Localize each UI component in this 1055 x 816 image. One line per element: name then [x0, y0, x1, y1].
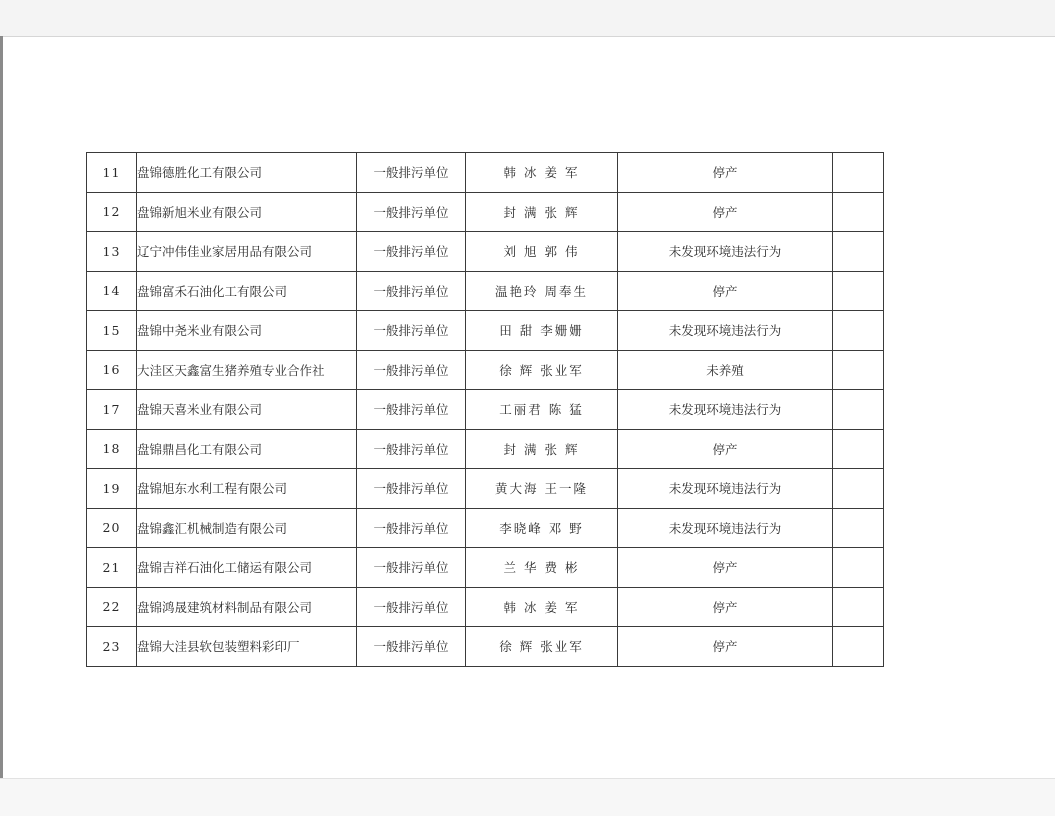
table-row: [87, 390, 884, 430]
row-number: 18: [87, 429, 137, 469]
row-number: 21: [87, 548, 137, 588]
remarks-cell: [833, 627, 884, 667]
remarks-cell: [833, 390, 884, 430]
row-number: 11: [87, 153, 137, 193]
scan-bottom-margin: [0, 778, 1055, 816]
row-number: 14: [87, 271, 137, 311]
inspectors: 田 甜 李姗姗: [466, 311, 618, 351]
remarks-cell: [833, 232, 884, 272]
company-name: 盘锦鑫汇机械制造有限公司: [137, 508, 357, 548]
inspectors: 韩 冰 姜 军: [466, 587, 618, 627]
inspection-result: 停产: [618, 627, 833, 667]
inspectors: 封 满 张 辉: [466, 429, 618, 469]
remarks-cell: [833, 192, 884, 232]
table-row: [87, 587, 884, 627]
table-row: [87, 429, 884, 469]
inspectors: 徐 辉 张业军: [466, 350, 618, 390]
company-name: 盘锦天喜米业有限公司: [137, 390, 357, 430]
unit-type: 一般排污单位: [357, 429, 466, 469]
inspectors: 刘 旭 郭 伟: [466, 232, 618, 272]
unit-type: 一般排污单位: [357, 271, 466, 311]
row-number: 22: [87, 587, 137, 627]
unit-type: 一般排污单位: [357, 232, 466, 272]
row-number: 17: [87, 390, 137, 430]
table-row: [87, 153, 884, 193]
scan-left-edge: [0, 36, 3, 815]
unit-type: 一般排污单位: [357, 469, 466, 509]
table-row: [87, 508, 884, 548]
unit-type: 一般排污单位: [357, 153, 466, 193]
unit-type: 一般排污单位: [357, 390, 466, 430]
remarks-cell: [833, 469, 884, 509]
table-row: [87, 469, 884, 509]
table-row: [87, 548, 884, 588]
row-number: 12: [87, 192, 137, 232]
unit-type: 一般排污单位: [357, 627, 466, 667]
inspectors: 黄大海 王一隆: [466, 469, 618, 509]
inspectors: 温艳玲 周奉生: [466, 271, 618, 311]
remarks-cell: [833, 311, 884, 351]
remarks-cell: [833, 429, 884, 469]
row-number: 16: [87, 350, 137, 390]
unit-type: 一般排污单位: [357, 587, 466, 627]
table-row: [87, 350, 884, 390]
row-number: 15: [87, 311, 137, 351]
inspection-result: 未养殖: [618, 350, 833, 390]
inspection-result: 未发现环境违法行为: [618, 469, 833, 509]
table-row: [87, 271, 884, 311]
inspection-result: 未发现环境违法行为: [618, 311, 833, 351]
company-name: 盘锦德胜化工有限公司: [137, 153, 357, 193]
inspectors: 徐 辉 张业军: [466, 627, 618, 667]
row-number: 23: [87, 627, 137, 667]
inspection-result: 未发现环境违法行为: [618, 390, 833, 430]
remarks-cell: [833, 587, 884, 627]
row-number: 19: [87, 469, 137, 509]
company-name: 盘锦鼎昌化工有限公司: [137, 429, 357, 469]
inspectors: 工丽君 陈 猛: [466, 390, 618, 430]
inspectors: 兰 华 费 彬: [466, 548, 618, 588]
inspection-result: 未发现环境违法行为: [618, 232, 833, 272]
table-row: [87, 627, 884, 667]
unit-type: 一般排污单位: [357, 350, 466, 390]
remarks-cell: [833, 508, 884, 548]
remarks-cell: [833, 350, 884, 390]
remarks-cell: [833, 548, 884, 588]
inspection-result: 停产: [618, 153, 833, 193]
company-name: 盘锦大洼县软包装塑料彩印厂: [137, 627, 357, 667]
company-name: 盘锦新旭米业有限公司: [137, 192, 357, 232]
company-name: 盘锦中尧米业有限公司: [137, 311, 357, 351]
inspection-result: 停产: [618, 271, 833, 311]
inspectors: 李晓峰 邓 野: [466, 508, 618, 548]
unit-type: 一般排污单位: [357, 192, 466, 232]
unit-type: 一般排污单位: [357, 508, 466, 548]
table-row: [87, 232, 884, 272]
company-name: 辽宁冲伟佳业家居用品有限公司: [137, 232, 357, 272]
unit-type: 一般排污单位: [357, 311, 466, 351]
inspection-result: 停产: [618, 192, 833, 232]
row-number: 20: [87, 508, 137, 548]
inspection-result: 停产: [618, 429, 833, 469]
inspection-result: 停产: [618, 548, 833, 588]
inspection-result: 未发现环境违法行为: [618, 508, 833, 548]
company-name: 盘锦富禾石油化工有限公司: [137, 271, 357, 311]
inspectors: 封 满 张 辉: [466, 192, 618, 232]
inspection-table: [86, 152, 884, 667]
inspection-result: 停产: [618, 587, 833, 627]
company-name: 盘锦吉祥石油化工储运有限公司: [137, 548, 357, 588]
company-name: 盘锦旭东水利工程有限公司: [137, 469, 357, 509]
company-name: 盘锦鸿晟建筑材料制品有限公司: [137, 587, 357, 627]
row-number: 13: [87, 232, 137, 272]
table-row: [87, 192, 884, 232]
unit-type: 一般排污单位: [357, 548, 466, 588]
inspectors: 韩 冰 姜 军: [466, 153, 618, 193]
remarks-cell: [833, 153, 884, 193]
table-row: [87, 311, 884, 351]
company-name: 大洼区天鑫富生猪养殖专业合作社: [137, 350, 357, 390]
remarks-cell: [833, 271, 884, 311]
scan-top-margin: [0, 0, 1055, 37]
